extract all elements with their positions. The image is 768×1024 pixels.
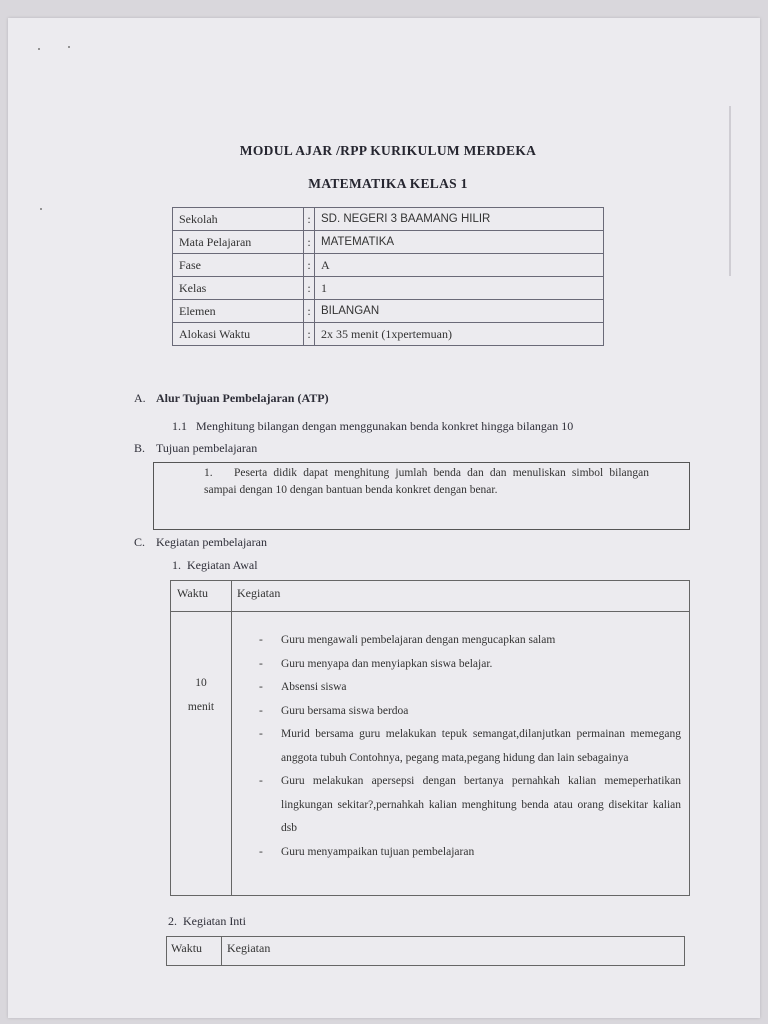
atp-item-text: Menghitung bilangan dengan menggunakan benda konkret hingga bilangan 10 <box>196 419 574 433</box>
list-item: - Guru menyapa dan menyiapkan siswa belajar. <box>259 657 493 670</box>
identity-value: 2x 35 menit (1xpertemuan) <box>315 323 604 346</box>
col-header-kegiatan: Kegiatan <box>237 586 281 600</box>
activity-list <box>257 629 681 864</box>
identity-value: BILANGAN <box>315 300 604 323</box>
identity-separator: : <box>304 208 315 231</box>
identity-value: SD. NEGERI 3 BAAMANG HILIR <box>315 208 604 231</box>
section-c-letter: C. <box>134 535 146 549</box>
kegiatan-inti-table <box>166 936 685 966</box>
waktu-number: 10 <box>195 677 207 689</box>
identity-row <box>173 300 604 323</box>
list-item: - Murid bersama guru melakukan tepuk semangat,dilanjutkan permainan memegang anggota tubuh Contohnya, pegang mata,pegang hidung dan lain sebagainya <box>259 728 681 764</box>
identity-row <box>173 254 604 277</box>
col-header-waktu: Waktu <box>171 941 203 955</box>
identity-separator: : <box>304 323 315 346</box>
section-a-heading: Alur Tujuan Pembelajaran (ATP) <box>156 391 329 405</box>
document-title: MODUL AJAR /RPP KURIKULUM MERDEKA <box>239 143 537 158</box>
section-b-letter: B. <box>134 441 146 455</box>
tujuan-box <box>153 462 690 530</box>
identity-separator: : <box>304 231 315 254</box>
identity-label: Kelas <box>173 277 304 300</box>
scan-speck <box>40 208 42 210</box>
section-b-heading: Tujuan pembelajaran <box>156 441 258 455</box>
list-item: - Absensi siswa <box>259 681 347 693</box>
identity-label: Alokasi Waktu <box>173 323 304 346</box>
identity-label: Fase <box>173 254 304 277</box>
column-divider <box>221 937 222 965</box>
scan-speck <box>68 46 70 48</box>
document-subtitle: MATEMATIKA KELAS 1 <box>308 176 468 191</box>
identity-label: Elemen <box>173 300 304 323</box>
list-item: - Guru menyampaikan tujuan pembelajaran <box>259 845 475 858</box>
atp-item-number: 1.1 <box>172 419 187 433</box>
list-item: - Guru mengawali pembelajaran dengan mengucapkan salam <box>259 634 556 646</box>
list-item: - Guru melakukan apersepsi dengan bertanya pernahkah kalian memeperhatikan lingkungan sekitar?,pernahkah kalian menghitung benda atau orang disekitar kalian dsb <box>259 775 681 834</box>
identity-row <box>173 277 604 300</box>
identity-label: Mata Pelajaran <box>173 231 304 254</box>
tujuan-item-number: 1. <box>204 467 213 479</box>
tujuan-item-text: Peserta didik dapat menghitung jumlah benda dan dan menuliskan simbol bilangan sampai dengan 10 dengan bantuan benda konkret dengan benar. <box>204 467 649 496</box>
section-c-heading: Kegiatan pembelajaran <box>156 535 267 549</box>
kegiatan-awal-heading: 1. Kegiatan Awal <box>172 558 258 572</box>
col-header-kegiatan: Kegiatan <box>227 941 271 955</box>
identity-row <box>173 323 604 346</box>
col-header-waktu: Waktu <box>177 586 209 600</box>
identity-value: 1 <box>315 277 604 300</box>
kegiatan-inti-heading: 2. Kegiatan Inti <box>168 914 246 928</box>
identity-row <box>173 208 604 231</box>
identity-value: MATEMATIKA <box>315 231 604 254</box>
identity-separator: : <box>304 277 315 300</box>
identity-label: Sekolah <box>173 208 304 231</box>
scan-speck <box>38 48 40 50</box>
list-item: - Guru bersama siswa berdoa <box>259 704 409 717</box>
identity-row <box>173 231 604 254</box>
kegiatan-awal-table <box>170 580 690 896</box>
identity-separator: : <box>304 254 315 277</box>
waktu-unit: menit <box>187 701 215 713</box>
column-divider <box>231 581 232 895</box>
identity-separator: : <box>304 300 315 323</box>
identity-value: A <box>315 254 604 277</box>
section-a-letter: A. <box>134 391 146 405</box>
identity-table <box>172 207 604 346</box>
